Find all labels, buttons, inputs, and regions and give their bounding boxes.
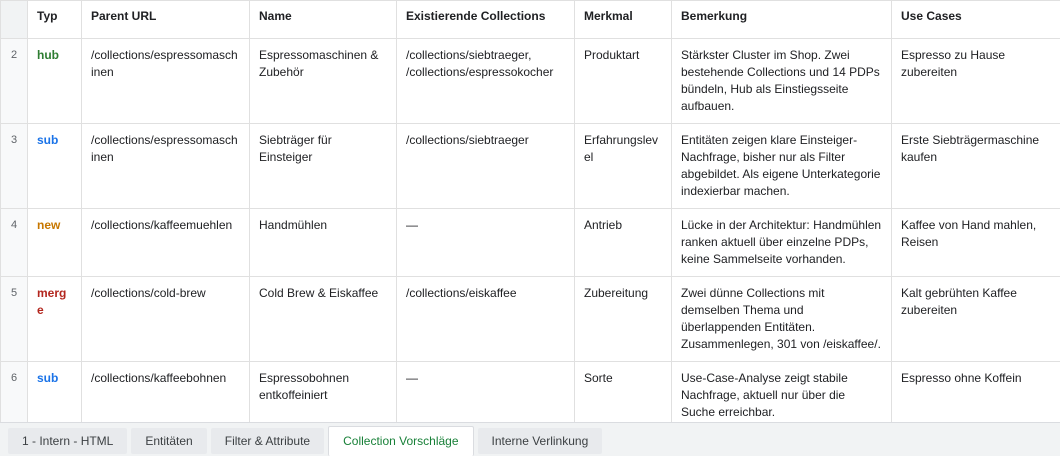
bemerkung-cell[interactable]: Entitäten zeigen klare Einsteiger-Nachfrage, bisher nur als Filter abgebildet. Als eigene Unterkategorie indexierbar machen. xyxy=(672,124,892,209)
tab-intern-html[interactable]: 1 - Intern - HTML xyxy=(8,428,127,454)
parent-url-cell[interactable]: /collections/cold-brew xyxy=(82,277,250,362)
existing-collections-cell[interactable]: /collections/siebtraeger xyxy=(397,124,575,209)
name-cell[interactable]: Handmühlen xyxy=(250,209,397,277)
typ-cell[interactable]: sub xyxy=(28,124,82,209)
use-cases-cell[interactable]: Kaffee von Hand mahlen, Reisen xyxy=(892,209,1060,277)
existing-collections-cell[interactable]: /collections/siebtraeger, /collections/espressokocher xyxy=(397,39,575,124)
tab-entitaeten[interactable]: Entitäten xyxy=(131,428,206,454)
table-row xyxy=(1,362,1060,423)
merkmal-cell[interactable]: Sorte xyxy=(575,362,672,423)
typ-cell[interactable]: merge xyxy=(28,277,82,362)
header-parent-url[interactable]: Parent URL xyxy=(82,1,250,39)
parent-url-cell[interactable]: /collections/espressomaschinen xyxy=(82,39,250,124)
typ-cell[interactable]: sub xyxy=(28,362,82,423)
header-typ[interactable]: Typ xyxy=(28,1,82,39)
use-cases-cell[interactable]: Kalt gebrühten Kaffee zubereiten xyxy=(892,277,1060,362)
parent-url-cell[interactable]: /collections/kaffeemuehlen xyxy=(82,209,250,277)
name-cell[interactable]: Espressobohnen entkoffeiniert xyxy=(250,362,397,423)
bemerkung-cell[interactable]: Zwei dünne Collections mit demselben Thema und überlappenden Entitäten. Zusammenlegen, 301 von /eiskaffee/. xyxy=(672,277,892,362)
name-cell[interactable]: Espressomaschinen & Zubehör xyxy=(250,39,397,124)
row-number[interactable]: 3 xyxy=(1,124,28,209)
use-cases-cell[interactable]: Espresso zu Hause zubereiten xyxy=(892,39,1060,124)
name-cell[interactable]: Siebträger für Einsteiger xyxy=(250,124,397,209)
header-row xyxy=(1,1,1060,39)
table-row xyxy=(1,39,1060,124)
header-bemerkung[interactable]: Bemerkung xyxy=(672,1,892,39)
row-number[interactable]: 6 xyxy=(1,362,28,423)
table-row xyxy=(1,124,1060,209)
bemerkung-cell[interactable]: Lücke in der Architektur: Handmühlen ranken aktuell über einzelne PDPs, keine Sammelseite vorhanden. xyxy=(672,209,892,277)
row-number[interactable]: 5 xyxy=(1,277,28,362)
merkmal-cell[interactable]: Zubereitung xyxy=(575,277,672,362)
parent-url-cell[interactable]: /collections/kaffeebohnen xyxy=(82,362,250,423)
header-use-cases[interactable]: Use Cases xyxy=(892,1,1060,39)
merkmal-cell[interactable]: Produktart xyxy=(575,39,672,124)
tab-collection-vorschlaege[interactable]: Collection Vorschläge xyxy=(328,426,473,456)
row-number[interactable]: 4 xyxy=(1,209,28,277)
header-name[interactable]: Name xyxy=(250,1,397,39)
corner-cell[interactable] xyxy=(1,1,28,39)
merkmal-cell[interactable]: Erfahrungslevel xyxy=(575,124,672,209)
bemerkung-cell[interactable]: Use-Case-Analyse zeigt stabile Nachfrage, aktuell nur über die Suche erreichbar. xyxy=(672,362,892,423)
existing-collections-cell[interactable]: — xyxy=(397,209,575,277)
row-number[interactable]: 2 xyxy=(1,39,28,124)
bemerkung-cell[interactable]: Stärkster Cluster im Shop. Zwei bestehende Collections und 14 PDPs bündeln, Hub als Einstiegsseite aufbauen. xyxy=(672,39,892,124)
tab-filter-attribute[interactable]: Filter & Attribute xyxy=(211,428,324,454)
existing-collections-cell[interactable]: — xyxy=(397,362,575,423)
header-merkmal[interactable]: Merkmal xyxy=(575,1,672,39)
tab-interne-verlinkung[interactable]: Interne Verlinkung xyxy=(478,428,603,454)
typ-cell[interactable]: hub xyxy=(28,39,82,124)
table-row xyxy=(1,209,1060,277)
existing-collections-cell[interactable]: /collections/eiskaffee xyxy=(397,277,575,362)
table-row xyxy=(1,277,1060,362)
parent-url-cell[interactable]: /collections/espressomaschinen xyxy=(82,124,250,209)
sheet-tab-bar xyxy=(0,422,1060,456)
name-cell[interactable]: Cold Brew & Eiskaffee xyxy=(250,277,397,362)
header-existing-collections[interactable]: Existierende Collections xyxy=(397,1,575,39)
typ-cell[interactable]: new xyxy=(28,209,82,277)
merkmal-cell[interactable]: Antrieb xyxy=(575,209,672,277)
use-cases-cell[interactable]: Espresso ohne Koffein xyxy=(892,362,1060,423)
use-cases-cell[interactable]: Erste Siebträgermaschine kaufen xyxy=(892,124,1060,209)
